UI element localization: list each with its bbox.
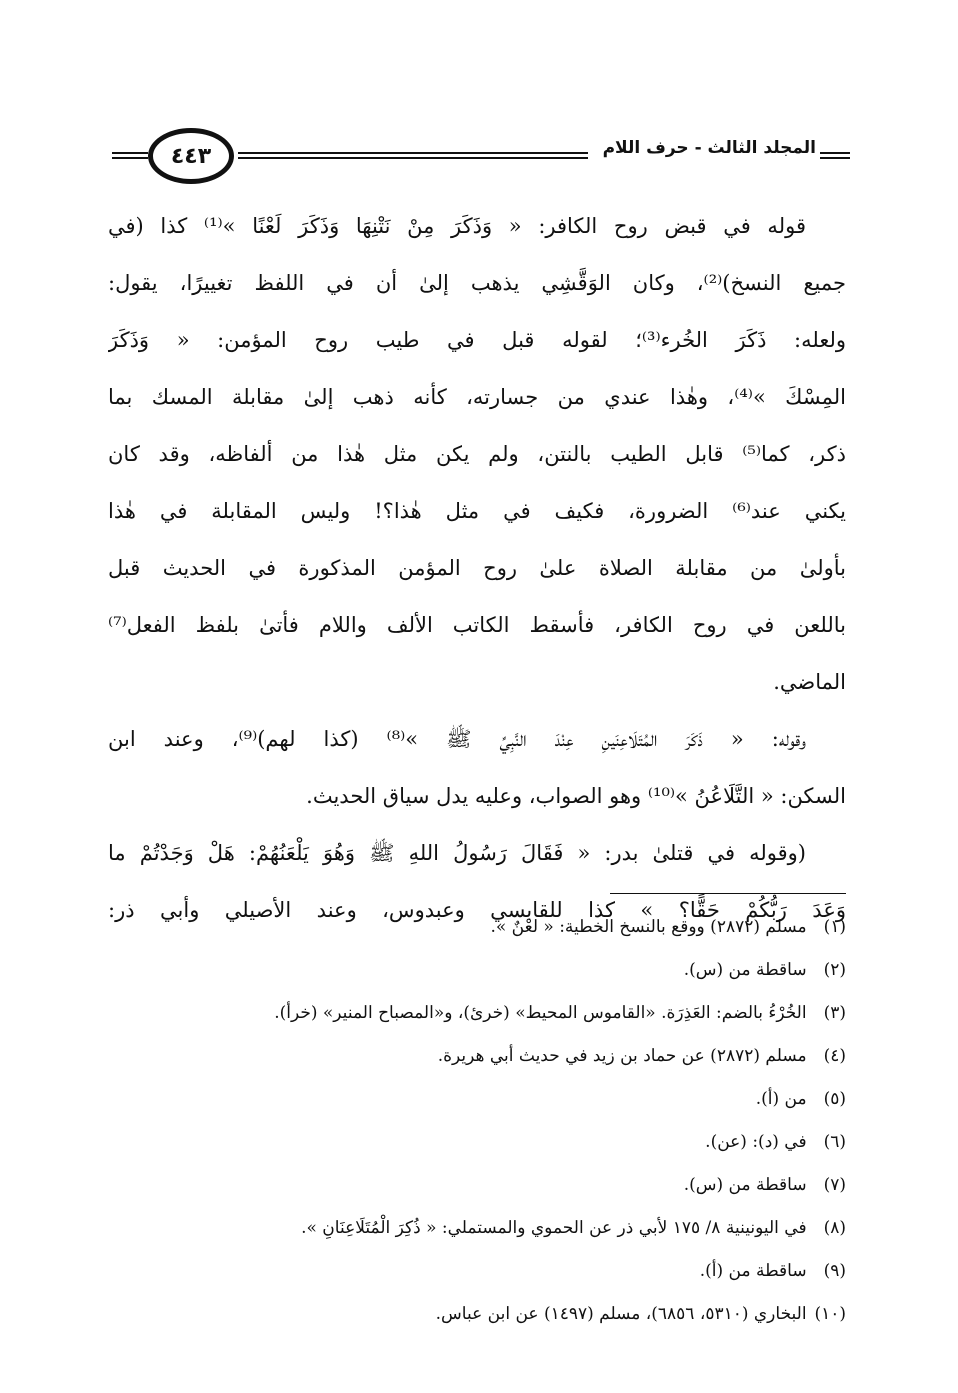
footnote-item <box>108 949 846 992</box>
footnote-number: (٣) <box>823 1003 846 1023</box>
text-line: بأولىٰ من مقابلة الصلاة علىٰ روح المؤمن المذكورة في الحديث قبل <box>108 556 846 580</box>
footnote-number: (٤) <box>823 1046 846 1066</box>
footnote-text: في اليونينية ٨/ ١٧٥ لأبي ذر عن الحموي والمستملي: « ذُكِرَ الْمُتَلَاعِنَانِ ». <box>301 1218 807 1238</box>
footnote-item <box>108 992 846 1035</box>
footnote-item <box>108 1121 846 1164</box>
header-rule-right <box>820 152 850 159</box>
text-line: قوله في قبض روح الكافر: « وَذَكَرَ مِنْ نَتْنِهَا وَذَكَرَ لَعْنًا »⁽¹⁾ كذا (في <box>108 214 806 238</box>
footnote-text: مسلم (٢٨٧٢) ووقع بالنسخ الخطية: « لعْنٌ ». <box>490 917 807 937</box>
page-number-badge <box>148 128 234 184</box>
footnote-number: (١٠) <box>814 1304 846 1324</box>
main-text <box>108 198 846 939</box>
text-line: باللعن في روح الكافر، فأسقط الكاتب الألف واللام فأتىٰ بلفظ الفعل⁽⁷⁾ <box>108 613 846 637</box>
footnote-number: (١) <box>823 917 846 937</box>
text-line: الماضي. <box>773 670 846 694</box>
text-line: يكني عند⁽⁶⁾ الضرورة، فكيف في مثل هٰذا؟! وليس المقابلة في هٰذا <box>108 499 846 523</box>
text-line: المِسْكَ »⁽⁴⁾، وهٰذا عندي من جسارته، كأنه ذهب إلىٰ مقابلة المسك بما <box>108 385 846 409</box>
footnote-number: (٦) <box>823 1132 846 1152</box>
footnote-text: مسلم (٢٨٧٢) عن حماد بن زيد في حديث أبي هريرة. <box>437 1046 807 1066</box>
footnote-separator <box>610 893 846 894</box>
text-line: (وقوله في قتلىٰ بدر: « فَقَالَ رَسُولُ اللهِ ﷺ وَهُوَ يَلْعَنُهُمْ: هَلْ وَجَدْتُمْ ما <box>108 841 806 865</box>
footnote-text: في (د): (عن). <box>705 1132 807 1152</box>
text-line: وَعَدَ رَبُّكُمْ حَقًّا؟ » كذا للقابسي وعبدوس، وعند الأصيلي وأبي ذر: <box>108 898 846 922</box>
text-line: وقوله: « ذَكَرَ المُتَلَاعِنَينِ عِنْدَ النَّبِيِّ ﷺ »⁽⁸⁾ (كذا لهم)⁽⁹⁾، وعند ابن <box>108 727 807 751</box>
header-rule-left <box>112 152 148 159</box>
footnotes <box>108 906 846 1336</box>
footnote-text: الخُرْءُ بالضم: العَذِرَة. «القاموس المحيط» (خرئ)، و«المصباح المنير» (خرأ). <box>274 1003 807 1023</box>
footnote-number: (٩) <box>823 1261 846 1281</box>
footnote-item <box>108 906 846 949</box>
footnote-item <box>108 1250 846 1293</box>
footnote-item <box>108 1035 846 1078</box>
volume-title: المجلد الثالث - حرف اللام <box>602 138 816 158</box>
text-line: ذكر، كما⁽⁵⁾ قابل الطيب بالنتن، ولم يكن مثل هٰذا من ألفاظه، وقد كان <box>108 442 846 466</box>
page-header <box>112 128 850 188</box>
footnote-text: ساقطة من (س). <box>683 1175 807 1195</box>
footnote-text: ساقطة من (س). <box>683 960 807 980</box>
footnote-item <box>108 1164 846 1207</box>
footnote-item <box>108 1207 846 1250</box>
footnote-number: (٥) <box>823 1089 846 1109</box>
text-line: ولعله: ذَكَرَ الخُرء⁽³⁾؛ لقوله قبل في طيب روح المؤمن: « وَذَكَرَ <box>108 328 846 352</box>
footnote-number: (٢) <box>823 960 846 980</box>
footnote-item <box>108 1293 846 1336</box>
footnote-text: من (أ). <box>755 1089 807 1109</box>
footnote-text: ساقطة من (أ). <box>699 1261 807 1281</box>
text-line: جميع النسخ)⁽²⁾، وكان الوَقَّشِي يذهب إلىٰ أن في اللفظ تغييرًا، يقول: <box>108 271 846 295</box>
footnote-text: البخاري (٥٣١٠، ٦٨٥٦)، مسلم (١٤٩٧) عن ابن عباس. <box>435 1304 807 1324</box>
page-number: ٤٤٣ <box>170 143 212 169</box>
footnote-number: (٨) <box>823 1218 846 1238</box>
footnote-item <box>108 1078 846 1121</box>
text-line: السكن: « التَّلَاعُنُ »⁽¹⁰⁾ وهو الصواب، وعليه يدل سياق الحديث. <box>306 784 846 808</box>
footnote-number: (٧) <box>823 1175 846 1195</box>
header-rule-middle <box>238 152 588 159</box>
